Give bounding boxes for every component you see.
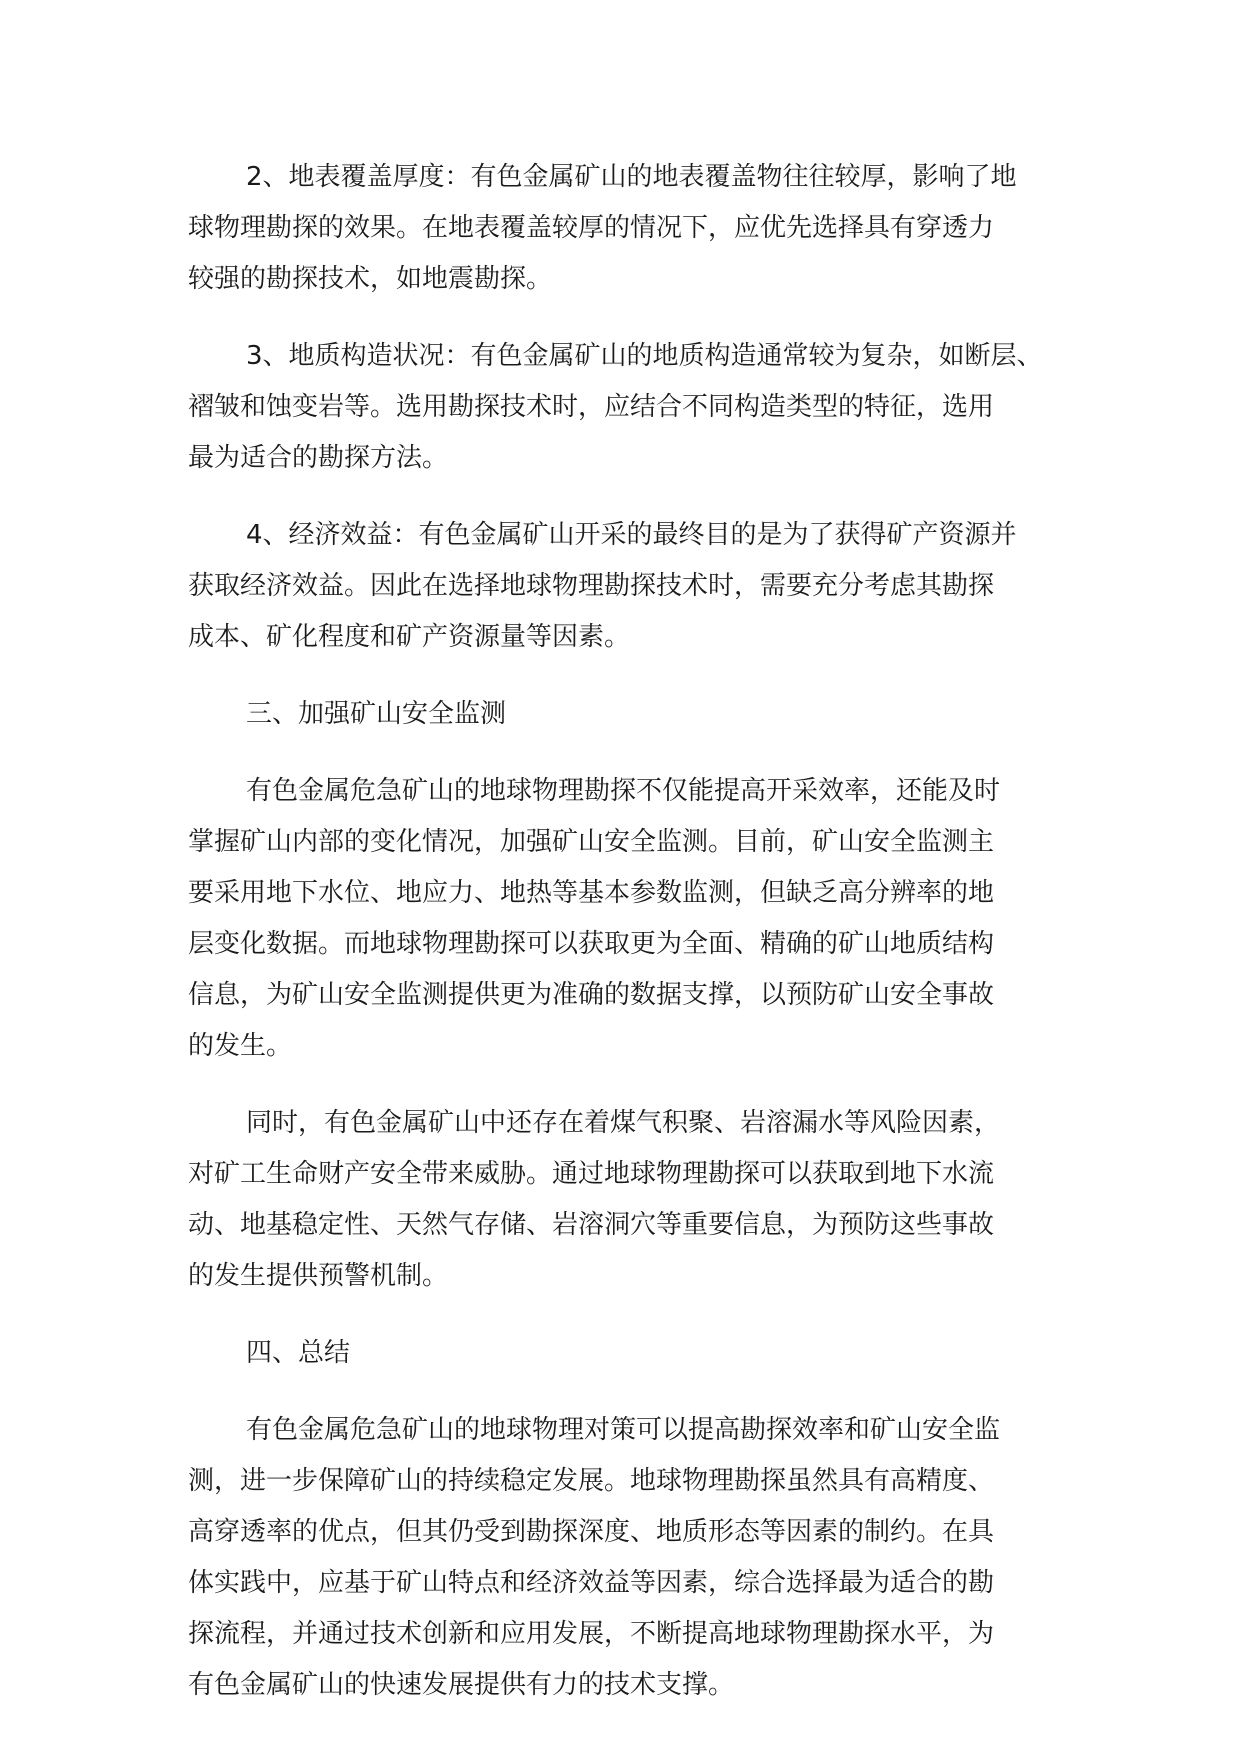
document-body	[188, 152, 1068, 1737]
section-heading-4	[188, 1328, 1068, 1379]
text-line: 体实践中，应基于矿山特点和经济效益等因素，综合选择最为适合的勘	[188, 1568, 995, 1598]
heading-text: 三、加强矿山安全监测	[246, 699, 507, 729]
heading-text: 四、总结	[246, 1338, 351, 1368]
paragraph-monitoring-1	[188, 766, 1068, 1072]
paragraph-point-2	[188, 152, 1068, 305]
text-line: 掌握矿山内部的变化情况，加强矿山安全监测。目前，矿山安全监测主	[188, 827, 995, 857]
text-line: 测，进一步保障矿山的持续稳定发展。地球物理勘探虽然具有高精度、	[188, 1466, 995, 1496]
text-line: 最为适合的勘探方法。	[188, 443, 449, 473]
paragraph-point-4	[188, 510, 1068, 663]
text-line: 褶皱和蚀变岩等。选用勘探技术时，应结合不同构造类型的特征，选用	[188, 392, 995, 422]
paragraph-summary	[188, 1405, 1068, 1711]
text-line: 有色金属危急矿山的地球物理对策可以提高勘探效率和矿山安全监	[246, 1415, 1001, 1445]
text-line: 4、经济效益：有色金属矿山开采的最终目的是为了获得矿产资源并	[246, 520, 1017, 550]
text-line: 3、地质构造状况：有色金属矿山的地质构造通常较为复杂，如断层、	[246, 341, 1043, 371]
paragraph-point-3	[188, 331, 1068, 484]
text-line: 探流程，并通过技术创新和应用发展，不断提高地球物理勘探水平，为	[188, 1619, 995, 1649]
text-line: 动、地基稳定性、天然气存储、岩溶洞穴等重要信息，为预防这些事故	[188, 1210, 995, 1240]
paragraph-monitoring-2	[188, 1098, 1068, 1302]
text-line: 球物理勘探的效果。在地表覆盖较厚的情况下，应优先选择具有穿透力	[188, 213, 995, 243]
text-line: 同时，有色金属矿山中还存在着煤气积聚、岩溶漏水等风险因素，	[246, 1108, 1001, 1138]
text-line: 要采用地下水位、地应力、地热等基本参数监测，但缺乏高分辨率的地	[188, 878, 995, 908]
text-line: 较强的勘探技术，如地震勘探。	[188, 264, 553, 294]
text-line: 有色金属危急矿山的地球物理勘探不仅能提高开采效率，还能及时	[246, 776, 1001, 806]
section-heading-3	[188, 689, 1068, 740]
text-line: 的发生。	[188, 1031, 293, 1061]
text-line: 信息，为矿山安全监测提供更为准确的数据支撑，以预防矿山安全事故	[188, 980, 995, 1010]
text-line: 高穿透率的优点，但其仍受到勘探深度、地质形态等因素的制约。在具	[188, 1517, 995, 1547]
text-line: 对矿工生命财产安全带来威胁。通过地球物理勘探可以获取到地下水流	[188, 1159, 995, 1189]
text-line: 有色金属矿山的快速发展提供有力的技术支撑。	[188, 1670, 735, 1700]
text-line: 成本、矿化程度和矿产资源量等因素。	[188, 622, 631, 652]
text-line: 2、地表覆盖厚度：有色金属矿山的地表覆盖物往往较厚，影响了地	[246, 162, 1017, 192]
text-line: 层变化数据。而地球物理勘探可以获取更为全面、精确的矿山地质结构	[188, 929, 995, 959]
text-line: 获取经济效益。因此在选择地球物理勘探技术时，需要充分考虑其勘探	[188, 571, 995, 601]
text-line: 的发生提供预警机制。	[188, 1261, 449, 1291]
